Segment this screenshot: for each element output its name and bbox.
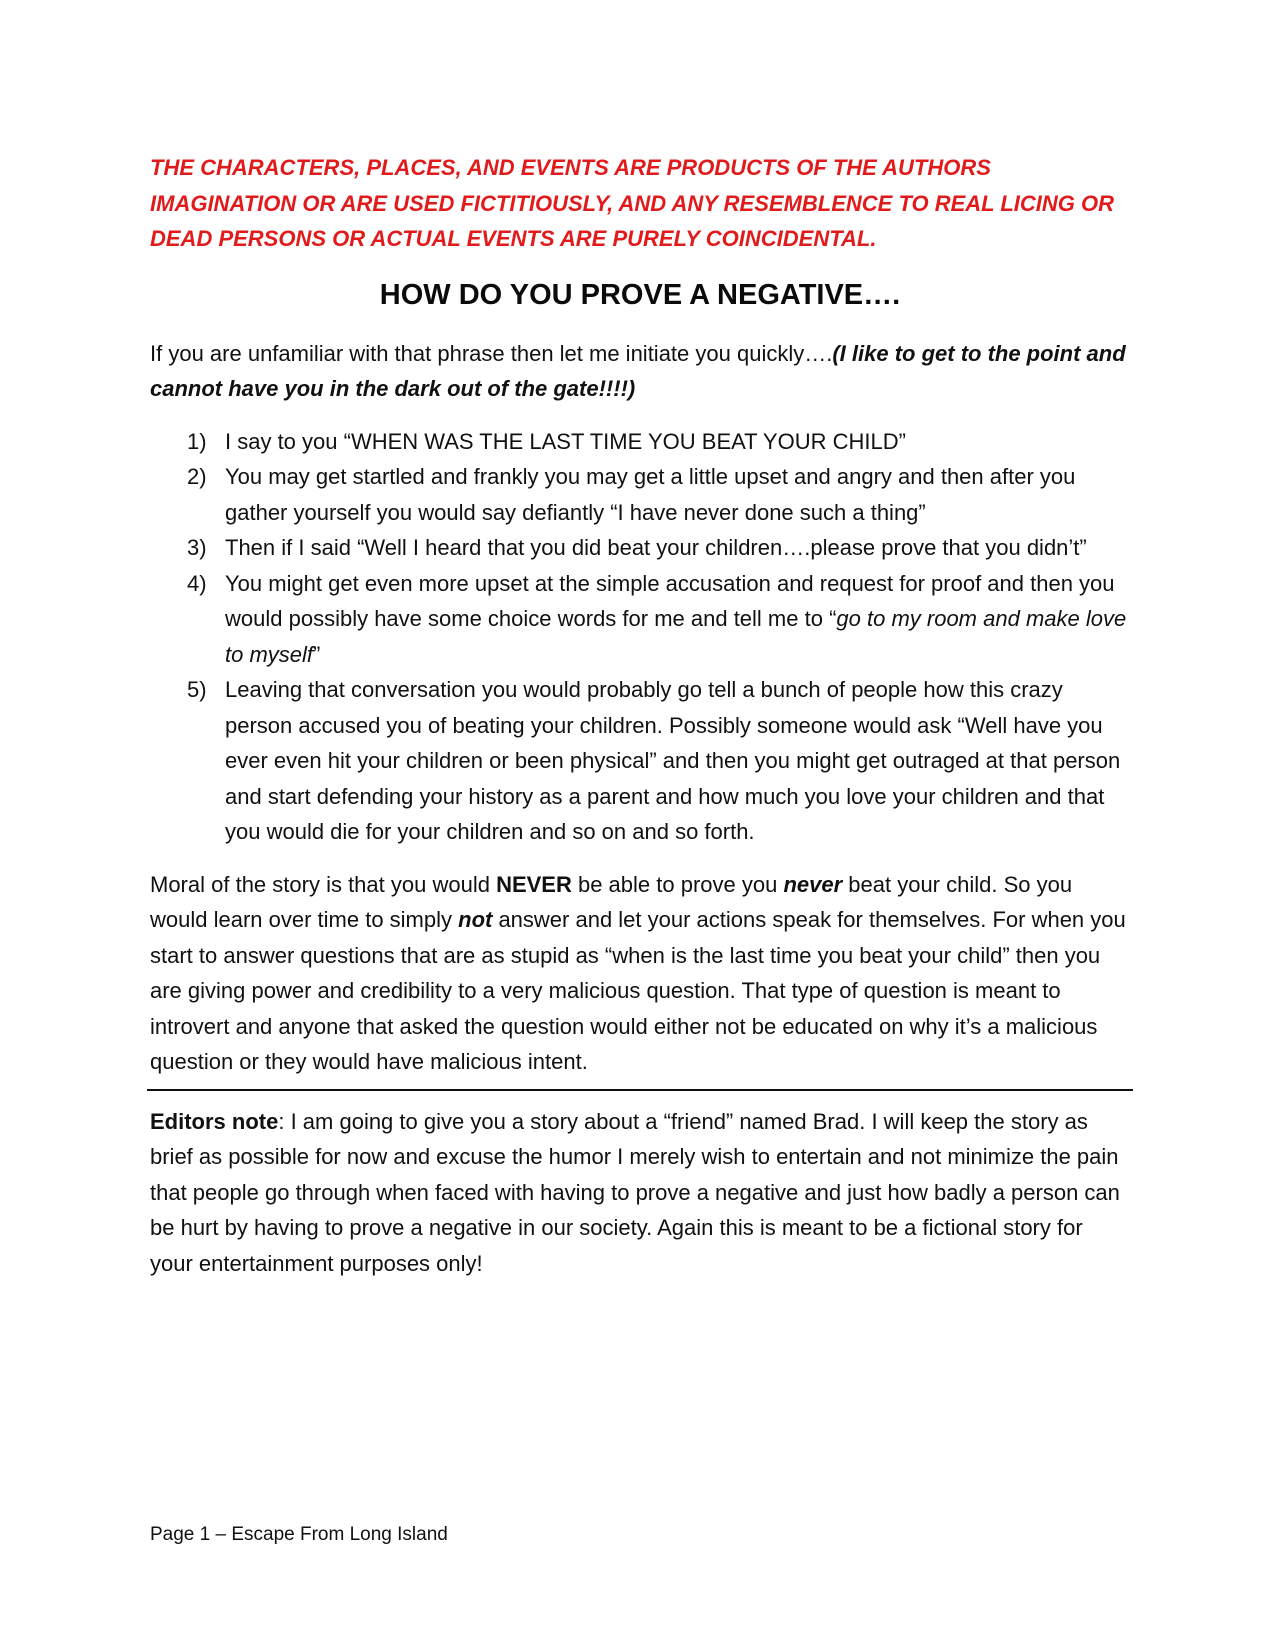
list-item-text: You might get even more upset at the simple accusation and request for proof and then you would possibly have some choice words for me and tell me to “ [225,570,1115,631]
intro-text: If you are unfamiliar with that phrase then let me initiate you quickly…. [150,340,833,366]
moral-emphasis-never-caps: NEVER [496,871,572,897]
list-item-text: Leaving that conversation you would probably go tell a bunch of people how this crazy person accused you of beating your children. Possibly someone would ask “Well have you ever even hit your children or been physical” and then you might get outraged at that person and start defending your history as a parent and how much you love your children and that you would die for your children and so on and so forth. [225,677,1121,844]
document-page [150,150,1130,1281]
intro-emphasis: (I like to get to the point and cannot have you in the dark out of the gate!!!!) [150,340,1126,401]
moral-text: answer and let your actions speak for themselves. For when you start to answer questions that are as stupid as “when is the last time you beat your child” then you are giving power and credibility to a very malicious question. That type of question is meant to introvert and anyone that asked the question would either not be educated on why it’s a malicious question or they would have malicious intent. [150,907,1126,1074]
moral-paragraph [150,867,1130,1080]
list-item-text: I say to you “WHEN WAS THE LAST TIME YOU BEAT YOUR CHILD” [225,428,906,454]
list-item-number: 1) [187,428,207,454]
horizontal-divider [147,1089,1133,1091]
list-item-text: Then if I said “Well I heard that you did beat your children….please prove that you didn’t” [225,535,1087,560]
page-footer: Page 1 – Escape From Long Island [150,1524,448,1545]
moral-emphasis-not: not [458,907,493,932]
editor-note-paragraph [150,1104,1130,1282]
editor-note-label: Editors note [150,1108,279,1134]
moral-text: be able to prove you [571,871,784,897]
list-item-number: 2) [187,464,207,489]
list-item [150,672,1130,850]
moral-emphasis-never: never [783,871,843,897]
list-item [150,424,1130,460]
moral-text: beat your child. So you would learn over time to simply [150,871,1073,932]
numbered-list [150,424,1130,850]
moral-text: Moral of the story is that you would [150,871,497,897]
disclaimer: THE CHARACTERS, PLACES, AND EVENTS ARE PRODUCTS OF THE AUTHORS IMAGINATION OR ARE USED FICTITIOUSLY, AND ANY RESEMBLENCE TO REAL LICING OR DEAD PERSONS OR ACTUAL EVENTS ARE PURELY COINCIDENTAL. [150,155,1114,251]
list-item [150,530,1130,566]
intro-paragraph [150,336,1130,407]
list-item-text-end: ” [313,641,321,667]
list-item-italic: go to my room and make love to myself [225,606,1127,667]
list-item-number: 4) [187,570,207,596]
list-item-text: You may get startled and frankly you may get a little upset and angry and then after you gather yourself you would say defiantly “I have never done such a thing” [225,464,1076,525]
page-title: HOW DO YOU PROVE A NEGATIVE…. [379,278,901,311]
list-item-number: 5) [187,677,207,702]
list-item [150,566,1130,673]
list-item-number: 3) [187,535,207,560]
list-item [150,459,1130,530]
editor-note-text: : I am going to give you a story about a “friend” named Brad. I will keep the story as brief as possible for now and excuse the humor I merely wish to entertain and not minimize the pain that people go through when faced with having to prove a negative and just how badly a person can be hurt by having to prove a negative in our society. Again this is meant to be a fictional story for your entertainment purposes only! [150,1108,1120,1276]
